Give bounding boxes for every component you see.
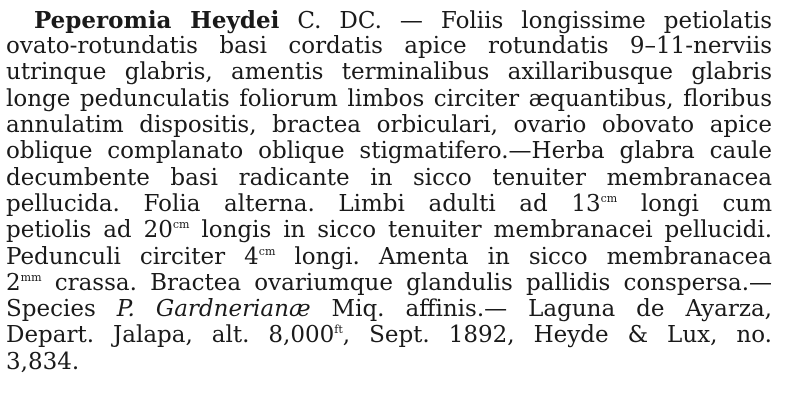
unit-cm: cm [600,192,618,205]
unit-cm: cm [258,245,276,258]
line10-rest: longi. Amenta in sicco membranacea [294,244,772,270]
line12-text: Species [6,296,96,322]
author-citation: C. DC. [297,8,382,34]
line10-text: Pedunculi circiter [6,244,226,270]
line11-rest: crassa. Bractea ovariumque glandulis pallidis conspersa.— [54,270,773,296]
line9-text: petiolis ad [6,217,132,243]
related-species-name: P. Gardnerianæ [116,296,311,322]
description-line-2: ovato-rotundatis basi cordatis apice rotundatis 9–11-nerviis [6,33,772,59]
peduncle-length-value: 4 [244,244,259,270]
line13-rest: , Sept. 1892, Heyde & Lux, no. [342,322,772,348]
unit-mm: mm [20,271,42,284]
description-line-8 [6,192,772,217]
description-line-1 [34,8,772,34]
description-line-5: annulatim dispositis, bractea orbiculari, ovario obovato apice [6,112,772,138]
leaf-length-value: 13 [571,191,601,217]
description-line-11 [6,271,772,296]
description-line-3: utrinque glabris, amentis terminalibus axillaribusque glabris [6,59,772,85]
description-line-6: oblique complanato oblique stigmatifero.—Herba glabra caule [6,138,772,164]
description-line-7: decumbente basi radicante in sicco tenuiter membranacea [6,165,772,191]
line12-rest: Miq. affinis.— Laguna de Ayarza, [331,296,772,322]
collection-number: 3,834. [6,349,80,375]
description-line-9 [6,218,772,243]
line13-text: Depart. Jalapa, alt. 8,000 [6,322,335,348]
line8-rest: longi cum [640,191,773,217]
diagnosis-text: — Foliis longissime petiolatis [399,8,772,34]
line9-rest: longis in sicco tenuiter membranacei pellucidi. [201,217,772,243]
line8-text: pellucida. Folia alterna. Limbi adulti ad [6,191,548,217]
description-line-10 [6,245,772,270]
description-line-4: longe pedunculatis foliorum limbos circiter æquantibus, floribus [6,86,772,112]
unit-cm: cm [172,218,190,231]
petiole-length-value: 20 [143,217,173,243]
description-line-12 [6,297,772,322]
unit-ft: ft [334,323,343,336]
description-line-13 [6,323,772,348]
species-name: Peperomia Heydei [34,7,280,34]
spike-thickness-value: 2 [6,270,21,296]
